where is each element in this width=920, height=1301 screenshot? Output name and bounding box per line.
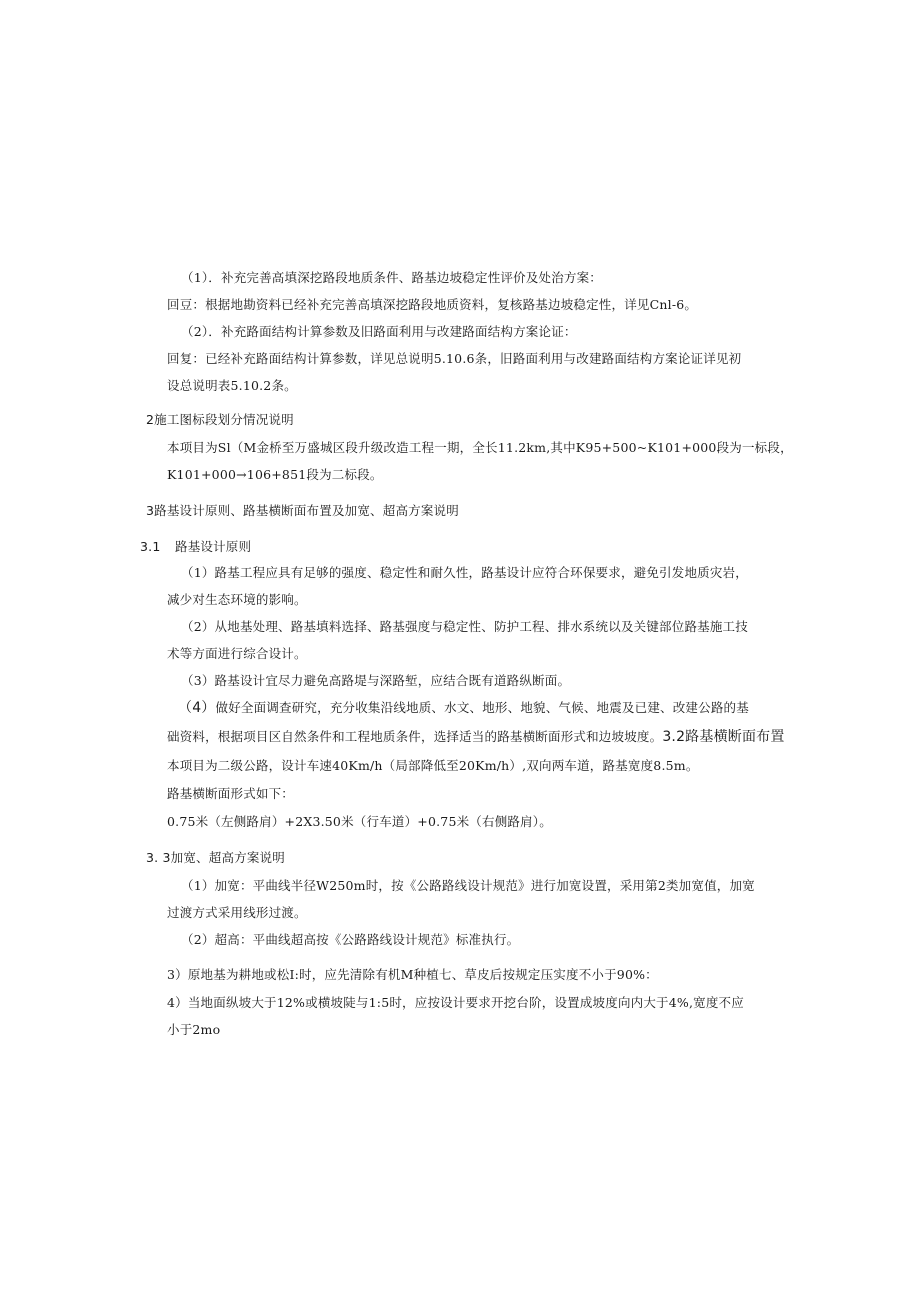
principle-3: （3）路基设计宜尽力避免高路堤与深路堑，应结合既有道路纵断面。: [181, 673, 571, 688]
paragraph-item-1: （1）．补充完善高填深挖路段地质条件、路基边坡稳定性评价及处治方案：: [181, 270, 603, 285]
paragraph-reply-2-line-1: 回复：已经补充路面结构计算参数，详见总说明5.10.6条，旧路面利用与改建路面结构方案论证详见初: [167, 351, 742, 366]
principle-1-line-1: （1）路基工程应具有足够的强度、稳定性和耐久性，路基设计应符合环保要求，避免引发地质灾岩，: [181, 565, 748, 580]
principle-1-line-2: 减少对生态环境的影响。: [167, 592, 307, 607]
paragraph-reply-2-line-2: 设总说明表5.10.2条。: [167, 378, 297, 393]
ground-base-item-4-line-2: 小于2mo: [167, 1022, 221, 1037]
ground-base-item-3: 3）原地基为耕地或松I:时，应先清除有机M种植七、草皮后按规定压实度不小于90%：: [167, 967, 658, 982]
section-heading-3-3: 3. 3加宽、超高方案说明: [146, 850, 285, 865]
widening-line-2: 过渡方式采用线形过渡。: [167, 905, 307, 920]
paragraph-road-class: 本项目为二级公路，设计车速40Km/h（局部降低至20Km/h）,双向两车道，路基宽度8.5m。: [167, 758, 699, 773]
section-heading-3: 3路基设计原则、路基横断面布置及加宽、超高方案说明: [146, 503, 459, 518]
principle-2-line-2: 术等方面进行综合设计。: [167, 646, 307, 661]
principle-4-line-1: [178, 700, 749, 716]
paragraph-cross-section-formula: 0.75米（左侧路肩）+2X3.50米（行车道）+0.75米（右侧路肩）。: [167, 814, 552, 829]
paragraph-project-line-2: K101+000→106+851段为二标段。: [167, 467, 383, 482]
ground-base-item-4-line-1: 4）当地面纵坡大于12%或横坡陡与1:5时，应按设计要求开挖台阶，设置成坡度向内大于4%,宽度不应: [167, 995, 744, 1010]
section-heading-3-1-number: 3.1: [140, 539, 161, 554]
section-heading-3-1-title: 路基设计原则: [175, 539, 252, 554]
paragraph-item-2: （2）．补充路面结构计算参数及旧路面利用与改建路面结构方案论证：: [181, 324, 577, 339]
principle-4-line-2: [167, 729, 785, 745]
principle-2-line-1: （2）从地基处理、路基填料选择、路基强度与稳定性、防护工程、排水系统以及关键部位路基施工技: [181, 619, 748, 634]
principle-4-text-continued: 础资料，根据项目区自然条件和工程地质条件，选择适当的路基横断面形式和边坡坡度。: [167, 729, 663, 744]
widening-line-1: （1）加宽：平曲线半径W250m时，按《公路路线设计规范》进行加宽设置，采用第2类加宽值，加宽: [181, 878, 755, 893]
superelevation-line: （2）超高：平曲线超高按《公路路线设计规范》标准执行。: [181, 932, 520, 947]
section-heading-3-2: 3.2路基横断面布置: [662, 729, 785, 745]
paragraph-reply-1: 回豆：根据地勘资料已经补充完善高填深挖路段地质资料，复核路基边坡稳定性，详见Cnl-6。: [167, 297, 698, 312]
paragraph-cross-section-intro: 路基横断面形式如下：: [167, 786, 295, 801]
principle-4-number: （4）: [178, 700, 216, 716]
principle-4-text: 做好全面调查研究，充分收集沿线地质、水文、地形、地貌、气候、地震及已建、改建公路的基: [215, 700, 749, 715]
section-heading-2: 2施工图标段划分情况说明: [146, 412, 294, 427]
paragraph-project-line-1: 本项目为Sl（M金桥至万盛城区段升级改造工程一期，全长11.2km,其中K95+500~K101+000段为一标段，: [167, 440, 793, 455]
